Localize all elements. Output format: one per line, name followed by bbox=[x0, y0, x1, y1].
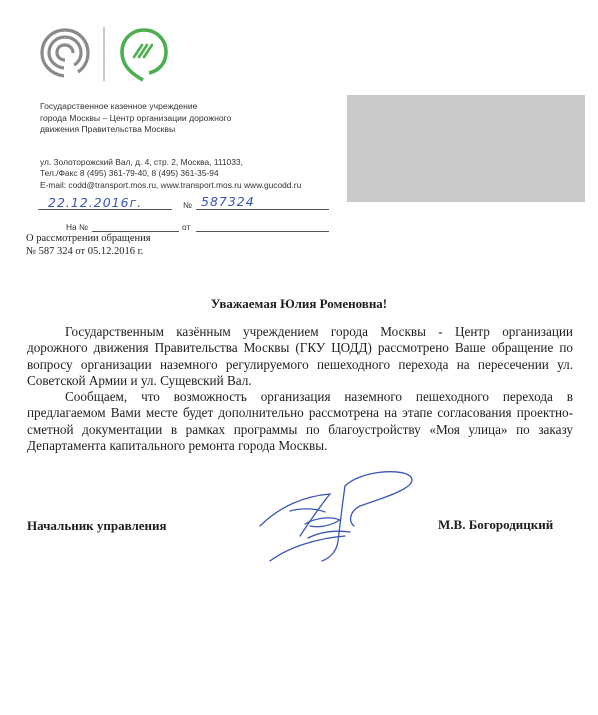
phone-line: Тел./Факс 8 (495) 361-79-40, 8 (495) 361-35-94 bbox=[40, 168, 219, 179]
salutation: Уважаемая Юлия Ромeновна! bbox=[210, 296, 388, 311]
organization-logo bbox=[38, 24, 178, 84]
redacted-addressee-block bbox=[347, 95, 585, 202]
gray-rings-logo-icon bbox=[42, 30, 88, 76]
reference-from-underline bbox=[196, 231, 329, 232]
subject-reference bbox=[26, 233, 246, 258]
address-line: ул. Золоторожский Вал, д. 4, стр. 2, Москва, 111033, bbox=[40, 157, 243, 167]
email-line: E-mail: codd@transport.mos.ru, www.transport.mos.ru www.gucodd.ru bbox=[40, 179, 302, 190]
subject-line: О рассмотрении обращения bbox=[26, 233, 151, 244]
signatory-name: М.В. Богородицкий bbox=[438, 517, 554, 532]
org-line: Государственное казенное учреждение bbox=[40, 101, 198, 111]
outgoing-number-label: № bbox=[183, 200, 192, 210]
reference-number-underline bbox=[92, 231, 179, 232]
number-underline bbox=[196, 209, 329, 210]
outgoing-date: 22.12.2016г. bbox=[48, 195, 143, 210]
green-leaf-logo-icon bbox=[122, 30, 166, 80]
handwritten-signature-icon bbox=[250, 466, 440, 566]
body-paragraph: Сообщаем, что возможность организация наземного пешеходного перехода в предлагаемом Вами месте будет дополнительно рассмотрена на этапе согласования проектно-сметной документации в рамках программы по благоустройству «Моя улица» по заказу Департамента капитального ремонта города Москвы. bbox=[27, 389, 573, 454]
org-line: движения Правительства Москвы bbox=[40, 124, 176, 134]
organization-name bbox=[40, 101, 340, 136]
letter-body bbox=[27, 324, 573, 454]
org-line: города Москвы – Центр организации дорожного bbox=[40, 112, 232, 123]
body-paragraph: Государственным казённым учреждением города Москвы - Центр организации дорожного движения Правительства Москвы (ГКУ ЦОДД) рассмотрено Ваше обращение по вопросу организации наземного регулируемого пешеходного перехода на пересечении ул. Советской Армии и ул. Сущевский Вал. bbox=[27, 324, 573, 388]
reference-number-label: На № bbox=[66, 222, 89, 232]
subject-line: № 587 324 от 05.12.2016 г. bbox=[26, 245, 144, 257]
signatory-title: Начальник управления bbox=[27, 518, 167, 533]
outgoing-number: 587324 bbox=[201, 194, 255, 209]
organization-contacts bbox=[40, 157, 350, 191]
reference-from-label: от bbox=[182, 222, 191, 232]
